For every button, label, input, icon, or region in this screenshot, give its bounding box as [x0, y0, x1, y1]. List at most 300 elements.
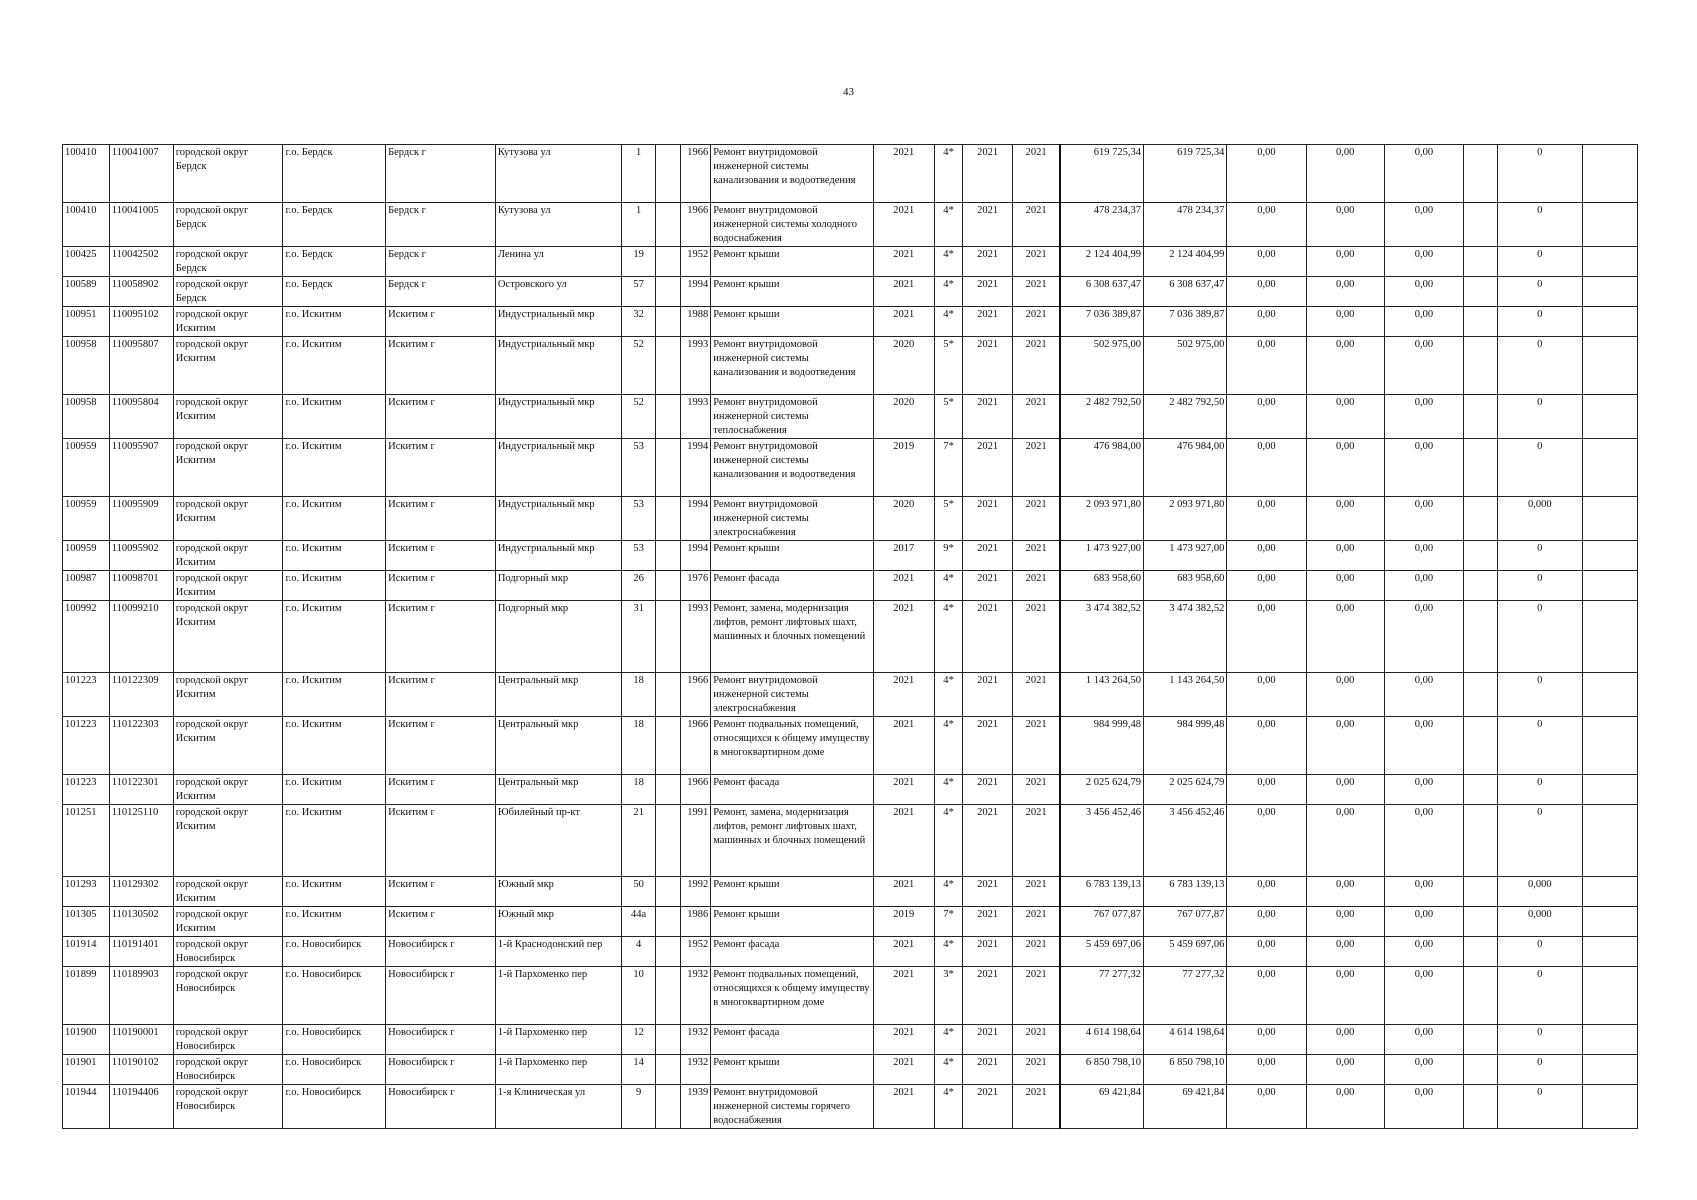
cell-cost-owners: 0,00	[1384, 497, 1463, 541]
cell-locality: Искитим г	[386, 541, 496, 571]
cell-building	[656, 1025, 680, 1055]
cell-total-cost: 1 473 927,00	[1060, 541, 1143, 571]
cell-cost-owners: 0,00	[1384, 907, 1463, 937]
cell-cost-owners: 0,00	[1384, 775, 1463, 805]
cell-street: Ленина ул	[495, 247, 621, 277]
cell-district: г.о. Новосибирск	[283, 1025, 386, 1055]
cell-municipality: городской округ Искитим	[173, 307, 283, 337]
table-row	[63, 805, 1638, 877]
cell-year-built: 1966	[680, 717, 710, 775]
cell-plan-year-end: 2021	[1012, 145, 1060, 203]
cell-total-cost: 6 850 798,10	[1060, 1055, 1143, 1085]
cell-municipality: городской округ Искитим	[173, 673, 283, 717]
cell-plan-year-end: 2021	[1012, 1085, 1060, 1129]
cell-priority: 4*	[934, 805, 962, 877]
cell-year-built: 1976	[680, 571, 710, 601]
cell-priority: 4*	[934, 145, 962, 203]
cell-work-type: Ремонт внутридомовой инженерной системы горячего водоснабжения	[711, 1085, 874, 1129]
cell-area: 0	[1497, 601, 1582, 673]
cell-notes	[1582, 1085, 1637, 1129]
cell-area: 0	[1497, 1055, 1582, 1085]
cell-notes	[1582, 1025, 1637, 1055]
cell-building	[656, 337, 680, 395]
cell-street: 1-й Краснодонский пер	[495, 937, 621, 967]
cell-cost-budget-local: 0,00	[1306, 775, 1384, 805]
cell-extra	[1464, 1055, 1498, 1085]
cell-street: Кутузова ул	[495, 203, 621, 247]
cell-plan-year-end: 2021	[1012, 805, 1060, 877]
cell-cost-fund: 7 036 389,87	[1144, 307, 1227, 337]
cell-locality: Новосибирск г	[386, 1055, 496, 1085]
cell-work-id: 110129302	[109, 877, 173, 907]
cell-work-id: 110130502	[109, 907, 173, 937]
cell-cost-budget-region: 0,00	[1227, 1025, 1306, 1055]
cell-extra	[1464, 601, 1498, 673]
table-row	[63, 1025, 1638, 1055]
cell-last-repair-year: 2021	[873, 1085, 934, 1129]
cell-house-id: 100410	[63, 203, 110, 247]
cell-last-repair-year: 2021	[873, 247, 934, 277]
cell-priority: 4*	[934, 571, 962, 601]
cell-year-built: 1991	[680, 805, 710, 877]
cell-extra	[1464, 307, 1498, 337]
cell-cost-budget-region: 0,00	[1227, 277, 1306, 307]
cell-house-number: 18	[621, 673, 656, 717]
cell-work-id: 110095102	[109, 307, 173, 337]
cell-house-number: 4	[621, 937, 656, 967]
table-row	[63, 497, 1638, 541]
cell-cost-owners: 0,00	[1384, 601, 1463, 673]
cell-cost-budget-local: 0,00	[1306, 805, 1384, 877]
cell-cost-budget-local: 0,00	[1306, 307, 1384, 337]
cell-year-built: 1966	[680, 145, 710, 203]
cell-extra	[1464, 1025, 1498, 1055]
cell-locality: Бердск г	[386, 145, 496, 203]
cell-extra	[1464, 1085, 1498, 1129]
cell-plan-year-end: 2021	[1012, 877, 1060, 907]
cell-plan-year-end: 2021	[1012, 203, 1060, 247]
cell-cost-owners: 0,00	[1384, 145, 1463, 203]
cell-last-repair-year: 2021	[873, 673, 934, 717]
cell-work-type: Ремонт внутридомовой инженерной системы теплоснабжения	[711, 395, 874, 439]
cell-cost-budget-local: 0,00	[1306, 571, 1384, 601]
cell-work-type: Ремонт подвальных помещений, относящихся к общему имуществу в многоквартирном доме	[711, 717, 874, 775]
cell-work-type: Ремонт крыши	[711, 1055, 874, 1085]
cell-locality: Новосибирск г	[386, 937, 496, 967]
cell-notes	[1582, 395, 1637, 439]
cell-street: Центральный мкр	[495, 717, 621, 775]
cell-total-cost: 3 474 382,52	[1060, 601, 1143, 673]
cell-street: 1-й Пархоменко пер	[495, 967, 621, 1025]
cell-house-id: 100951	[63, 307, 110, 337]
cell-building	[656, 395, 680, 439]
cell-municipality: городской округ Искитим	[173, 337, 283, 395]
cell-plan-year-start: 2021	[963, 337, 1013, 395]
cell-plan-year-start: 2021	[963, 601, 1013, 673]
cell-year-built: 1993	[680, 337, 710, 395]
cell-building	[656, 307, 680, 337]
cell-priority: 4*	[934, 717, 962, 775]
cell-cost-budget-local: 0,00	[1306, 877, 1384, 907]
cell-total-cost: 476 984,00	[1060, 439, 1143, 497]
cell-plan-year-start: 2021	[963, 307, 1013, 337]
cell-street: Индустриальный мкр	[495, 307, 621, 337]
cell-municipality: городской округ Искитим	[173, 907, 283, 937]
cell-work-type: Ремонт крыши	[711, 247, 874, 277]
cell-total-cost: 619 725,34	[1060, 145, 1143, 203]
cell-notes	[1582, 805, 1637, 877]
cell-cost-owners: 0,00	[1384, 1025, 1463, 1055]
cell-locality: Искитим г	[386, 805, 496, 877]
cell-plan-year-end: 2021	[1012, 937, 1060, 967]
cell-cost-budget-region: 0,00	[1227, 601, 1306, 673]
cell-house-id: 101251	[63, 805, 110, 877]
cell-district: г.о. Искитим	[283, 775, 386, 805]
cell-total-cost: 502 975,00	[1060, 337, 1143, 395]
cell-cost-budget-region: 0,00	[1227, 967, 1306, 1025]
cell-area: 0	[1497, 805, 1582, 877]
cell-cost-fund: 77 277,32	[1144, 967, 1227, 1025]
cell-work-id: 110191401	[109, 937, 173, 967]
cell-priority: 4*	[934, 1025, 962, 1055]
cell-total-cost: 3 456 452,46	[1060, 805, 1143, 877]
cell-house-id: 100992	[63, 601, 110, 673]
cell-district: г.о. Искитим	[283, 805, 386, 877]
cell-year-built: 1994	[680, 439, 710, 497]
cell-building	[656, 1055, 680, 1085]
cell-notes	[1582, 307, 1637, 337]
cell-area: 0	[1497, 247, 1582, 277]
cell-work-type: Ремонт фасада	[711, 775, 874, 805]
cell-municipality: городской округ Бердск	[173, 247, 283, 277]
cell-notes	[1582, 497, 1637, 541]
cell-work-id: 110095902	[109, 541, 173, 571]
cell-total-cost: 2 025 624,79	[1060, 775, 1143, 805]
cell-municipality: городской округ Искитим	[173, 877, 283, 907]
cell-extra	[1464, 717, 1498, 775]
cell-notes	[1582, 907, 1637, 937]
table-row	[63, 395, 1638, 439]
cell-locality: Искитим г	[386, 717, 496, 775]
cell-house-id: 100425	[63, 247, 110, 277]
cell-area: 0	[1497, 673, 1582, 717]
cell-house-number: 52	[621, 395, 656, 439]
cell-last-repair-year: 2021	[873, 601, 934, 673]
cell-cost-owners: 0,00	[1384, 673, 1463, 717]
cell-cost-owners: 0,00	[1384, 395, 1463, 439]
cell-last-repair-year: 2021	[873, 717, 934, 775]
cell-house-number: 19	[621, 247, 656, 277]
cell-last-repair-year: 2021	[873, 877, 934, 907]
cell-plan-year-start: 2021	[963, 967, 1013, 1025]
cell-work-id: 110122303	[109, 717, 173, 775]
cell-municipality: городской округ Новосибирск	[173, 1025, 283, 1055]
cell-cost-fund: 2 124 404,99	[1144, 247, 1227, 277]
cell-cost-budget-local: 0,00	[1306, 247, 1384, 277]
cell-last-repair-year: 2021	[873, 805, 934, 877]
cell-cost-budget-region: 0,00	[1227, 717, 1306, 775]
cell-plan-year-start: 2021	[963, 145, 1013, 203]
cell-area: 0	[1497, 541, 1582, 571]
cell-plan-year-start: 2021	[963, 907, 1013, 937]
cell-locality: Искитим г	[386, 395, 496, 439]
cell-cost-owners: 0,00	[1384, 571, 1463, 601]
cell-municipality: городской округ Искитим	[173, 601, 283, 673]
cell-street: 1-й Пархоменко пер	[495, 1055, 621, 1085]
cell-priority: 4*	[934, 203, 962, 247]
cell-cost-budget-local: 0,00	[1306, 907, 1384, 937]
cell-total-cost: 1 143 264,50	[1060, 673, 1143, 717]
cell-plan-year-start: 2021	[963, 1055, 1013, 1085]
cell-cost-budget-region: 0,00	[1227, 937, 1306, 967]
cell-municipality: городской округ Новосибирск	[173, 1055, 283, 1085]
cell-year-built: 1966	[680, 673, 710, 717]
cell-building	[656, 439, 680, 497]
cell-cost-budget-region: 0,00	[1227, 541, 1306, 571]
cell-work-type: Ремонт внутридомовой инженерной системы канализования и водоотведения	[711, 337, 874, 395]
cell-last-repair-year: 2019	[873, 907, 934, 937]
cell-cost-budget-region: 0,00	[1227, 571, 1306, 601]
cell-plan-year-start: 2021	[963, 673, 1013, 717]
cell-priority: 4*	[934, 277, 962, 307]
cell-work-id: 110095807	[109, 337, 173, 395]
cell-district: г.о. Новосибирск	[283, 967, 386, 1025]
cell-plan-year-end: 2021	[1012, 439, 1060, 497]
cell-area: 0	[1497, 571, 1582, 601]
cell-extra	[1464, 439, 1498, 497]
cell-cost-budget-local: 0,00	[1306, 1055, 1384, 1085]
cell-cost-budget-region: 0,00	[1227, 805, 1306, 877]
cell-street: Подгорный мкр	[495, 601, 621, 673]
cell-work-type: Ремонт внутридомовой инженерной системы канализования и водоотведения	[711, 145, 874, 203]
cell-district: г.о. Новосибирск	[283, 937, 386, 967]
cell-district: г.о. Искитим	[283, 541, 386, 571]
cell-house-id: 100959	[63, 541, 110, 571]
cell-house-number: 12	[621, 1025, 656, 1055]
cell-year-built: 1993	[680, 395, 710, 439]
cell-district: г.о. Искитим	[283, 571, 386, 601]
cell-cost-budget-local: 0,00	[1306, 541, 1384, 571]
cell-notes	[1582, 247, 1637, 277]
table-row	[63, 937, 1638, 967]
cell-house-id: 101899	[63, 967, 110, 1025]
cell-total-cost: 77 277,32	[1060, 967, 1143, 1025]
cell-plan-year-start: 2021	[963, 717, 1013, 775]
cell-cost-fund: 2 025 624,79	[1144, 775, 1227, 805]
cell-cost-fund: 4 614 198,64	[1144, 1025, 1227, 1055]
cell-cost-budget-local: 0,00	[1306, 145, 1384, 203]
cell-house-id: 101223	[63, 717, 110, 775]
cell-priority: 4*	[934, 307, 962, 337]
cell-area: 0	[1497, 307, 1582, 337]
cell-total-cost: 984 999,48	[1060, 717, 1143, 775]
cell-district: г.о. Новосибирск	[283, 1085, 386, 1129]
cell-work-type: Ремонт внутридомовой инженерной системы электроснабжения	[711, 497, 874, 541]
cell-house-id: 101914	[63, 937, 110, 967]
cell-house-id: 100959	[63, 497, 110, 541]
cell-cost-fund: 69 421,84	[1144, 1085, 1227, 1129]
cell-cost-fund: 2 093 971,80	[1144, 497, 1227, 541]
cell-work-id: 110041007	[109, 145, 173, 203]
cell-street: Индустриальный мкр	[495, 497, 621, 541]
table-row	[63, 307, 1638, 337]
cell-work-type: Ремонт фасада	[711, 937, 874, 967]
cell-area: 0	[1497, 967, 1582, 1025]
cell-year-built: 1994	[680, 497, 710, 541]
cell-street: Островского ул	[495, 277, 621, 307]
cell-extra	[1464, 145, 1498, 203]
table-row	[63, 337, 1638, 395]
cell-priority: 4*	[934, 1085, 962, 1129]
cell-district: г.о. Новосибирск	[283, 1055, 386, 1085]
cell-cost-budget-region: 0,00	[1227, 1085, 1306, 1129]
cell-work-type: Ремонт внутридомовой инженерной системы электроснабжения	[711, 673, 874, 717]
cell-cost-owners: 0,00	[1384, 337, 1463, 395]
cell-work-id: 110098701	[109, 571, 173, 601]
cell-year-built: 1939	[680, 1085, 710, 1129]
cell-municipality: городской округ Искитим	[173, 395, 283, 439]
cell-cost-fund: 683 958,60	[1144, 571, 1227, 601]
cell-district: г.о. Бердск	[283, 247, 386, 277]
cell-plan-year-end: 2021	[1012, 967, 1060, 1025]
cell-last-repair-year: 2021	[873, 145, 934, 203]
cell-building	[656, 877, 680, 907]
cell-district: г.о. Искитим	[283, 601, 386, 673]
table-row	[63, 277, 1638, 307]
cell-district: г.о. Бердск	[283, 203, 386, 247]
table-row	[63, 541, 1638, 571]
cell-extra	[1464, 277, 1498, 307]
table-row	[63, 907, 1638, 937]
cell-extra	[1464, 673, 1498, 717]
cell-district: г.о. Искитим	[283, 395, 386, 439]
cell-total-cost: 767 077,87	[1060, 907, 1143, 937]
cell-cost-fund: 1 143 264,50	[1144, 673, 1227, 717]
cell-year-built: 1952	[680, 247, 710, 277]
cell-priority: 4*	[934, 673, 962, 717]
cell-building	[656, 805, 680, 877]
cell-locality: Бердск г	[386, 203, 496, 247]
cell-cost-fund: 478 234,37	[1144, 203, 1227, 247]
cell-building	[656, 203, 680, 247]
cell-street: Южный мкр	[495, 907, 621, 937]
cell-building	[656, 601, 680, 673]
cell-cost-owners: 0,00	[1384, 541, 1463, 571]
cell-building	[656, 497, 680, 541]
cell-last-repair-year: 2021	[873, 1025, 934, 1055]
cell-locality: Искитим г	[386, 673, 496, 717]
cell-cost-budget-local: 0,00	[1306, 937, 1384, 967]
cell-house-id: 101305	[63, 907, 110, 937]
table-body	[63, 145, 1638, 1129]
cell-notes	[1582, 439, 1637, 497]
table-row	[63, 673, 1638, 717]
cell-cost-owners: 0,00	[1384, 967, 1463, 1025]
cell-year-built: 1932	[680, 967, 710, 1025]
cell-year-built: 1986	[680, 907, 710, 937]
cell-notes	[1582, 967, 1637, 1025]
cell-work-id: 110095907	[109, 439, 173, 497]
cell-cost-budget-region: 0,00	[1227, 307, 1306, 337]
cell-last-repair-year: 2021	[873, 277, 934, 307]
cell-plan-year-start: 2021	[963, 877, 1013, 907]
cell-house-number: 9	[621, 1085, 656, 1129]
cell-house-number: 26	[621, 571, 656, 601]
cell-priority: 4*	[934, 601, 962, 673]
cell-cost-owners: 0,00	[1384, 805, 1463, 877]
cell-plan-year-end: 2021	[1012, 541, 1060, 571]
cell-cost-fund: 984 999,48	[1144, 717, 1227, 775]
cell-locality: Новосибирск г	[386, 1025, 496, 1055]
cell-house-number: 52	[621, 337, 656, 395]
cell-work-type: Ремонт крыши	[711, 907, 874, 937]
cell-work-id: 110095909	[109, 497, 173, 541]
cell-cost-budget-local: 0,00	[1306, 673, 1384, 717]
cell-area: 0	[1497, 337, 1582, 395]
cell-last-repair-year: 2017	[873, 541, 934, 571]
cell-extra	[1464, 203, 1498, 247]
cell-area: 0	[1497, 439, 1582, 497]
cell-street: Индустриальный мкр	[495, 439, 621, 497]
cell-building	[656, 541, 680, 571]
cell-notes	[1582, 673, 1637, 717]
cell-house-number: 50	[621, 877, 656, 907]
cell-work-type: Ремонт внутридомовой инженерной системы канализования и водоотведения	[711, 439, 874, 497]
cell-plan-year-start: 2021	[963, 203, 1013, 247]
cell-house-id: 101223	[63, 673, 110, 717]
cell-house-number: 44а	[621, 907, 656, 937]
cell-notes	[1582, 145, 1637, 203]
cell-extra	[1464, 805, 1498, 877]
cell-year-built: 1932	[680, 1025, 710, 1055]
cell-plan-year-start: 2021	[963, 775, 1013, 805]
cell-house-id: 101944	[63, 1085, 110, 1129]
cell-work-id: 110058902	[109, 277, 173, 307]
cell-municipality: городской округ Искитим	[173, 717, 283, 775]
cell-cost-budget-local: 0,00	[1306, 1025, 1384, 1055]
cell-cost-owners: 0,00	[1384, 937, 1463, 967]
cell-municipality: городской округ Новосибирск	[173, 937, 283, 967]
cell-total-cost: 6 308 637,47	[1060, 277, 1143, 307]
cell-notes	[1582, 337, 1637, 395]
table-row	[63, 967, 1638, 1025]
cell-locality: Искитим г	[386, 907, 496, 937]
cell-plan-year-start: 2021	[963, 571, 1013, 601]
cell-plan-year-end: 2021	[1012, 307, 1060, 337]
cell-cost-owners: 0,00	[1384, 1055, 1463, 1085]
table-row	[63, 1055, 1638, 1085]
cell-area: 0	[1497, 1085, 1582, 1129]
cell-cost-budget-region: 0,00	[1227, 673, 1306, 717]
cell-extra	[1464, 571, 1498, 601]
cell-house-number: 18	[621, 775, 656, 805]
cell-area: 0	[1497, 395, 1582, 439]
cell-cost-owners: 0,00	[1384, 277, 1463, 307]
cell-extra	[1464, 967, 1498, 1025]
cell-municipality: городской округ Искитим	[173, 805, 283, 877]
cell-district: г.о. Искитим	[283, 497, 386, 541]
cell-extra	[1464, 337, 1498, 395]
cell-cost-fund: 5 459 697,06	[1144, 937, 1227, 967]
cell-cost-budget-region: 0,00	[1227, 497, 1306, 541]
cell-house-id: 100589	[63, 277, 110, 307]
cell-street: Подгорный мкр	[495, 571, 621, 601]
cell-extra	[1464, 247, 1498, 277]
cell-district: г.о. Искитим	[283, 877, 386, 907]
cell-district: г.о. Бердск	[283, 277, 386, 307]
cell-priority: 7*	[934, 439, 962, 497]
cell-total-cost: 6 783 139,13	[1060, 877, 1143, 907]
